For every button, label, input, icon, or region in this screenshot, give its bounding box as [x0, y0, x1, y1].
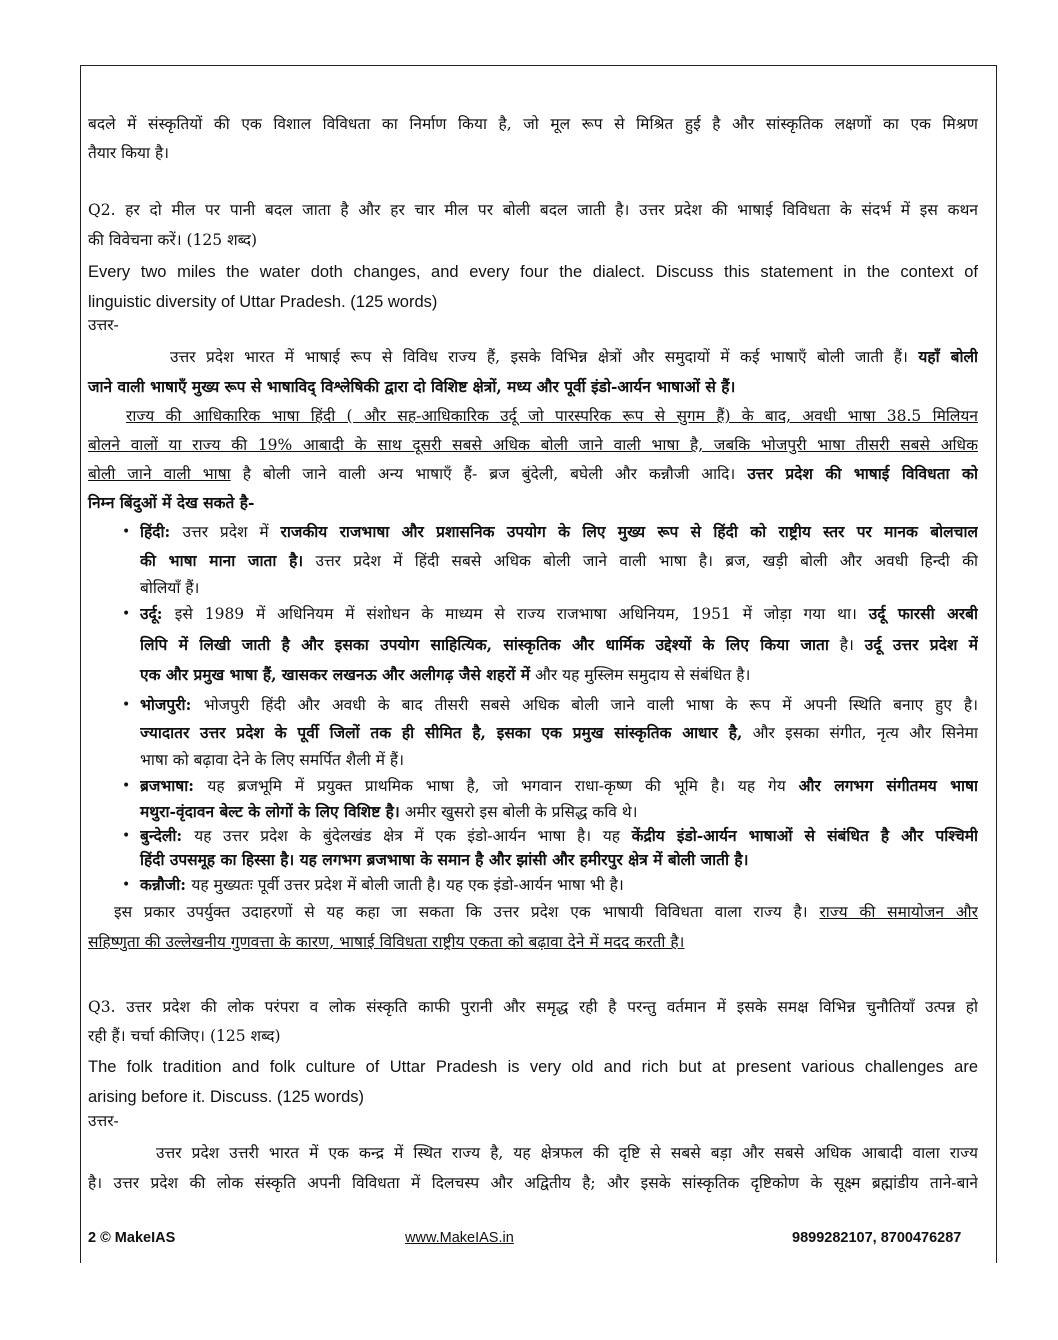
text: The folk tradition and folk culture of Uttar Pradesh is very old and rich but at present various challenges are	[88, 1058, 978, 1076]
bold-text: की भाषा माना जाता है।	[140, 551, 304, 570]
footer-page-number: 2 © MakeIAS	[88, 1230, 176, 1246]
text-line	[88, 1023, 978, 1049]
text-line	[88, 312, 978, 338]
text-line	[140, 575, 978, 601]
bold-text: उर्दू फारसी अरबी	[868, 604, 978, 623]
text: है बोली जाने वाली अन्य भाषाएँ हैं- ब्रज बुंदेली, बघेली और कन्नौजी आदि।	[230, 465, 748, 483]
text-line	[170, 344, 978, 370]
bold-text: उत्तर प्रदेश की भाषाई विविधता को	[747, 464, 978, 483]
bullet-icon: •	[122, 606, 131, 622]
footer-phone-numbers: 9899282107, 8700476287	[792, 1230, 962, 1246]
text: बोलियाँ हैं।	[140, 579, 200, 597]
bullet-icon: •	[122, 524, 131, 540]
text: उत्तर-	[88, 1112, 119, 1130]
text: तैयार किया है।	[88, 144, 170, 162]
bold-text: राजकीय राजभाषा और प्रशासनिक उपयोग के लिए मुख्य रूप से हिंदी को राष्ट्रीय स्तर पर मानक बोलचाल	[280, 522, 978, 541]
text: Every two miles the water doth changes, and every four the dialect. Discuss this statement in the context of	[88, 263, 978, 281]
text-line	[88, 374, 978, 400]
text: linguistic diversity of Uttar Pradesh. (125 words)	[88, 293, 438, 311]
text: उत्तर-	[88, 316, 119, 334]
text: Q2. हर दो मील पर पानी बदल जाता है और हर चार मील पर बोली बदल जाती है। उत्तर प्रदेश की भाषाई विविधता के संदर्भ में इस कथन	[88, 201, 978, 219]
bullet-icon: •	[122, 697, 131, 713]
bold-text: उर्दू उत्तर प्रदेश में	[864, 635, 978, 654]
text: उत्तर प्रदेश उत्तरी भारत में एक कन्द्र में स्थित राज्य है, यह क्षेत्रफल की दृष्टि से सबसे बड़ा और सबसे अधिक आबादी वाला राज्य	[156, 1144, 978, 1162]
text: arising before it. Discuss. (125 words)	[88, 1088, 365, 1106]
text-line	[140, 601, 978, 627]
text-line	[88, 111, 978, 137]
text-line	[140, 823, 978, 849]
text-line	[88, 227, 978, 253]
underlined-text: सहिष्णुता की उल्लेखनीय गुणवत्ता के कारण, भाषाई विविधता राष्ट्रीय एकता को बढ़ावा देने में मदद करती है।	[88, 933, 685, 951]
text: की विवेचना करें। (125 शब्द)	[88, 231, 258, 249]
text: यह मुख्यतः पूर्वी उत्तर प्रदेश में बोली जाती है। यह एक इंडो-आर्यन भाषा भी है।	[191, 876, 624, 894]
underlined-text: राज्य की समायोजन और	[819, 903, 978, 921]
bold-text: निम्न बिंदुओं में देख सकते है-	[88, 493, 255, 512]
text: रही हैं। चर्चा कीजिए। (125 शब्द)	[88, 1027, 281, 1045]
text-line	[156, 1140, 978, 1166]
bold-text: केंद्रीय इंडो-आर्यन भाषाओं से संबंधित है और पश्चिमी	[631, 826, 978, 845]
bold-text: हिंदी उपसमूह का हिस्सा है। यह लगभग ब्रजभाषा के समान है और झांसी और हमीरपुर क्षेत्र में बोली जाती है।	[140, 850, 749, 869]
underlined-text: राज्य की आधिकारिक भाषा हिंदी ( और सह-आधिकारिक उर्दू जो पारस्परिक रूप से सुगम हैं) के बाद, अवधी भाषा 38.5 मिलियन	[126, 407, 978, 425]
bold-text: ज्यादातर उत्तर प्रदेश के पूर्वी जिलों तक ही सीमित है, इसका एक प्रमुख सांस्कृतिक आधार है,	[140, 723, 743, 742]
text: है। उत्तर प्रदेश की लोक संस्कृति अपनी विविधता में दिलचस्प और अद्वितीय है; और इसके सांस्कृतिक दृष्टिकोण के सूक्ष्म ब्रह्मांडीय ताने-बाने	[88, 1174, 978, 1192]
text: है।	[828, 636, 865, 654]
text: उत्तर प्रदेश में	[182, 523, 281, 541]
text-line	[88, 461, 978, 487]
text-line	[88, 490, 978, 516]
bold-text: भोजपुरी:	[140, 695, 204, 714]
text-line	[88, 140, 978, 166]
text-line	[140, 632, 978, 658]
text-line	[88, 1054, 978, 1080]
bold-text: जाने वाली भाषाएँ मुख्य रूप से भाषाविद् विश्लेषिकी द्वारा दो विशिष्ट क्षेत्रों, मध्य और पूर्वी इंडो-आर्यन भाषाओं से हैं।	[88, 377, 736, 396]
bold-text: और लगभग संगीतमय भाषा	[798, 776, 978, 795]
text-line	[88, 432, 978, 458]
bullet-icon: •	[122, 778, 131, 794]
text-line	[140, 872, 978, 898]
bold-text: कन्नौजी:	[140, 875, 192, 894]
text: बदले में संस्कृतियों की एक विशाल विविधता का निर्माण किया है, जो मूल रूप से मिश्रित हुई है और सांस्कृतिक लक्षणों का एक मिश्रण	[88, 115, 978, 133]
bold-text: एक और प्रमुख भाषा हैं, खासकर लखनऊ और अलीगढ़ जैसे शहरों में	[140, 665, 531, 684]
bold-text: मथुरा-वृंदावन बेल्ट के लोगों के लिए विशिष्ट है।	[140, 802, 400, 821]
text: अमीर खुसरो इस बोली के प्रसिद्ध कवि थे।	[399, 803, 638, 821]
text-line	[88, 994, 978, 1020]
bold-text: ब्रजभाषा:	[140, 776, 208, 795]
text-line	[140, 773, 978, 799]
bold-text: लिपि में लिखी जाती है और इसका उपयोग साहित्यिक, सांस्कृतिक और धार्मिक उद्देश्यों के लिए किया जाता	[140, 635, 829, 654]
bullet-icon: •	[122, 877, 131, 893]
bold-text: बुन्देली:	[140, 826, 195, 845]
text-line	[114, 899, 978, 925]
text-line	[140, 548, 978, 574]
bullet-icon: •	[122, 828, 131, 844]
text-line	[140, 720, 978, 746]
text: उत्तर प्रदेश भारत में भाषाई रूप से विविध राज्य हैं, इसके विभिन्न क्षेत्रों और समुदायों में कई भाषाएँ बोली जाती हैं।	[170, 348, 919, 366]
text: इस प्रकार उपर्युक्त उदाहरणों से यह कहा जा सकता कि उत्तर प्रदेश एक भाषायी विविधता वाला राज्य है।	[114, 903, 820, 921]
text-line	[140, 847, 978, 873]
text: और इसका संगीत, नृत्य और सिनेमा	[742, 724, 978, 742]
text-line	[140, 662, 978, 688]
bold-text: उर्दू:	[140, 604, 175, 623]
underlined-text: बोलने वालों या राज्य की 19% आबादी के साथ दूसरी सबसे अधिक बोली जाने वाली भाषा है, जबकि भोजपुरी भाषा तीसरी सबसे अधिक	[88, 436, 978, 454]
text: और यह मुस्लिम समुदाय से संबंधित है।	[530, 666, 751, 684]
text-line	[140, 692, 978, 718]
text-line	[88, 929, 978, 955]
text: इसे 1989 में अधिनियम में संशोधन के माध्यम से राज्य राजभाषा अधिनियम, 1951 में जोड़ा गया था।	[174, 605, 869, 623]
text-line	[140, 799, 978, 825]
text-line	[88, 197, 978, 223]
text-line	[126, 403, 978, 429]
text-line	[88, 1108, 978, 1134]
bold-text: हिंदी:	[140, 522, 183, 541]
text-line	[88, 1084, 978, 1110]
text: उत्तर प्रदेश में हिंदी सबसे अधिक बोली जाने वाली भाषा है। ब्रज, खड़ी बोली और अवधी हिन्दी की	[303, 552, 978, 570]
text: भोजपुरी हिंदी और अवधी के बाद तीसरी सबसे अधिक बोली जाने वाली भाषा के रूप में अपनी स्थिति बनाए हुए है।	[203, 696, 978, 714]
text: यह उत्तर प्रदेश के बुंदेलखंड क्षेत्र में एक इंडो-आर्यन भाषा है। यह	[194, 827, 632, 845]
text-line	[88, 259, 978, 285]
footer-website-link[interactable]: www.MakeIAS.in	[405, 1230, 514, 1246]
underlined-text: बोली जाने वाली भाषा	[88, 465, 231, 483]
bold-text: यहाँ बोली	[918, 347, 978, 366]
text-line	[140, 747, 978, 773]
text: यह ब्रजभूमि में प्रयुक्त प्राथमिक भाषा है, जो भगवान राधा-कृष्ण की भूमि है। यह गेय	[207, 777, 799, 795]
text-line	[140, 519, 978, 545]
text: भाषा को बढ़ावा देने के लिए समर्पित शैली में हैं।	[140, 751, 405, 769]
text-line	[88, 1170, 978, 1196]
text: Q3. उत्तर प्रदेश की लोक परंपरा व लोक संस्कृति काफी पुरानी और समृद्ध रही है परन्तु वर्तमान में इसके समक्ष विभिन्न चुनौतियाँ उत्पन्न हो	[88, 998, 978, 1016]
